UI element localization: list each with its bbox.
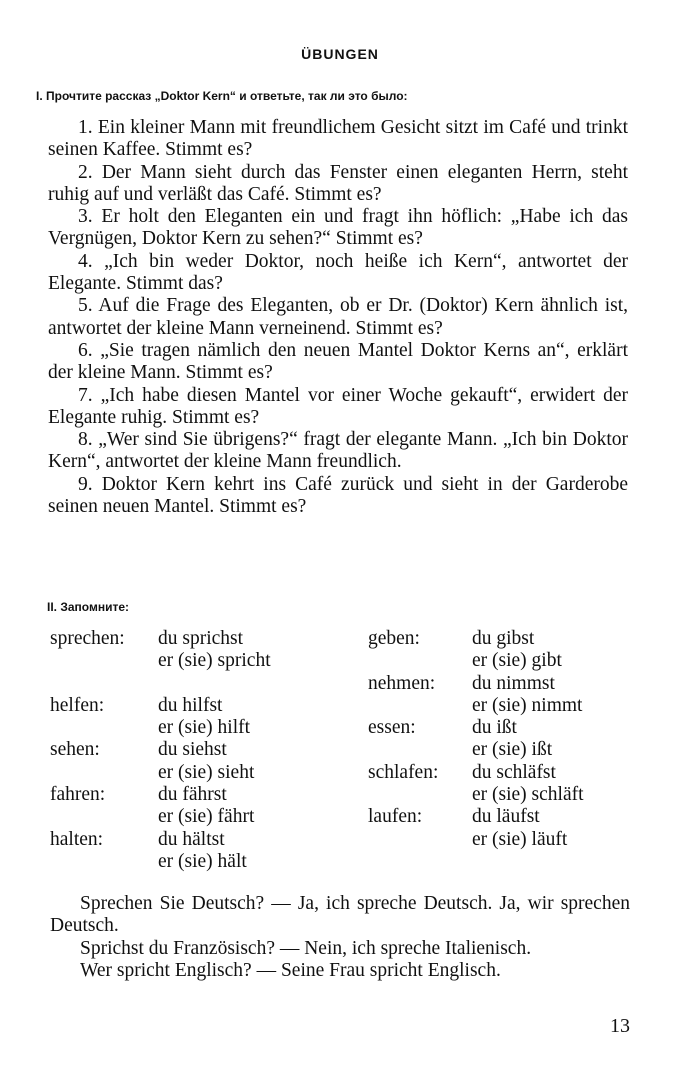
table-row (50, 650, 630, 672)
form-right: er (sie) nimmt (472, 694, 583, 716)
exercise-item: 7. „Ich habe diesen Mantel vor einer Woche gekauft“, erwidert der Elegante ruhig. Stimmt es? (48, 384, 628, 428)
exercise-item: 6. „Sie tragen nämlich den neuen Mantel Doktor Kerns an“, erklärt der kleine Mann. Stimmt es? (48, 339, 628, 384)
form-left: du hältst (158, 828, 225, 850)
verb-left: helfen: (50, 694, 105, 716)
table-row (50, 762, 630, 784)
dialogue-line: Sprechen Sie Deutsch? — Ja, ich spreche Deutsch. Ja, wir sprechen Deutsch. (50, 893, 630, 937)
dialogue-examples (50, 893, 630, 982)
exercise-item: 1. Ein kleiner Mann mit freundlichem Gesicht sitzt im Café und trinkt seinen Kaffee. Stimmt es? (48, 117, 628, 161)
form-left: er (sie) spricht (158, 650, 271, 672)
table-row (50, 695, 630, 717)
dialogue-line: Sprichst du Französisch? — Nein, ich spreche Italienisch. (80, 937, 532, 959)
form-left: er (sie) hält (158, 850, 247, 872)
form-left: du siehst (158, 739, 227, 761)
form-right: du läufst (472, 806, 540, 828)
page-title: ÜBUNGEN (301, 46, 379, 62)
exercise-item: 3. Er holt den Eleganten ein und fragt ihn höflich: „Habe ich das Vergnügen, Doktor Kern zu sehen?“ Stimmt es? (48, 206, 628, 250)
form-right: du schläfst (472, 761, 556, 783)
form-left: er (sie) fährt (158, 806, 255, 828)
table-row (50, 784, 630, 806)
table-row (50, 851, 630, 873)
form-right: er (sie) gibt (472, 650, 562, 672)
form-left: du sprichst (158, 628, 244, 649)
exercise-item: 5. Auf die Frage des Eleganten, ob er Dr. (Doktor) Kern ähnlich ist, antwortet der kleine Mann verneinend. Stimmt es? (48, 295, 628, 339)
form-left: er (sie) sieht (158, 761, 255, 783)
table-row (50, 717, 630, 739)
exercise-item: 4. „Ich bin weder Doktor, noch heiße ich Kern“, antwortet der Elegante. Stimmt das? (48, 250, 628, 295)
exercise-1-instruction: I. Прочтите рассказ „Doktor Kern“ и ответьте, так ли это было: (36, 89, 408, 103)
verb-left: halten: (50, 828, 104, 850)
verb-right: nehmen: (368, 672, 436, 694)
verb-right: laufen: (368, 806, 423, 828)
verb-left: sehen: (50, 739, 100, 761)
verb-left: fahren: (50, 784, 106, 806)
verb-left: sprechen: (50, 628, 125, 649)
verb-right: schlafen: (368, 761, 439, 783)
form-left: er (sie) hilft (158, 717, 251, 739)
page-number: 13 (610, 1015, 630, 1037)
form-right: er (sie) ißt (472, 739, 553, 761)
form-left: du fährst (158, 784, 227, 806)
form-right: du gibst (472, 628, 535, 649)
dialogue-line: Wer spricht Englisch? — Seine Frau spricht Englisch. (80, 959, 501, 981)
exercise-2-instruction: II. Запомните: (47, 600, 129, 614)
form-right: du ißt (472, 717, 517, 739)
conjugation-table (50, 628, 630, 873)
verb-right: geben: (368, 628, 420, 649)
verb-right: essen: (368, 717, 416, 739)
exercise-item: 8. „Wer sind Sie übrigens?“ fragt der elegante Mann. „Ich bin Doktor Kern“, antwortet der kleine Mann freundlich. (48, 429, 628, 473)
exercise-item: 2. Der Mann sieht durch das Fenster einen eleganten Herrn, steht ruhig auf und verläßt das Café. Stimmt es? (48, 161, 628, 205)
exercise-item: 9. Doktor Kern kehrt ins Café zurück und sieht in der Garderobe seinen neuen Mantel. Stimmt es? (48, 473, 628, 518)
form-right: du nimmst (472, 672, 555, 694)
table-row (50, 829, 630, 851)
form-right: er (sie) läuft (472, 828, 568, 850)
table-row (50, 628, 630, 650)
form-left: du hilfst (158, 694, 223, 716)
table-row (50, 806, 630, 828)
exercise-1-list (48, 117, 628, 518)
table-row (50, 739, 630, 761)
form-right: er (sie) schläft (472, 784, 584, 806)
table-row (50, 673, 630, 695)
